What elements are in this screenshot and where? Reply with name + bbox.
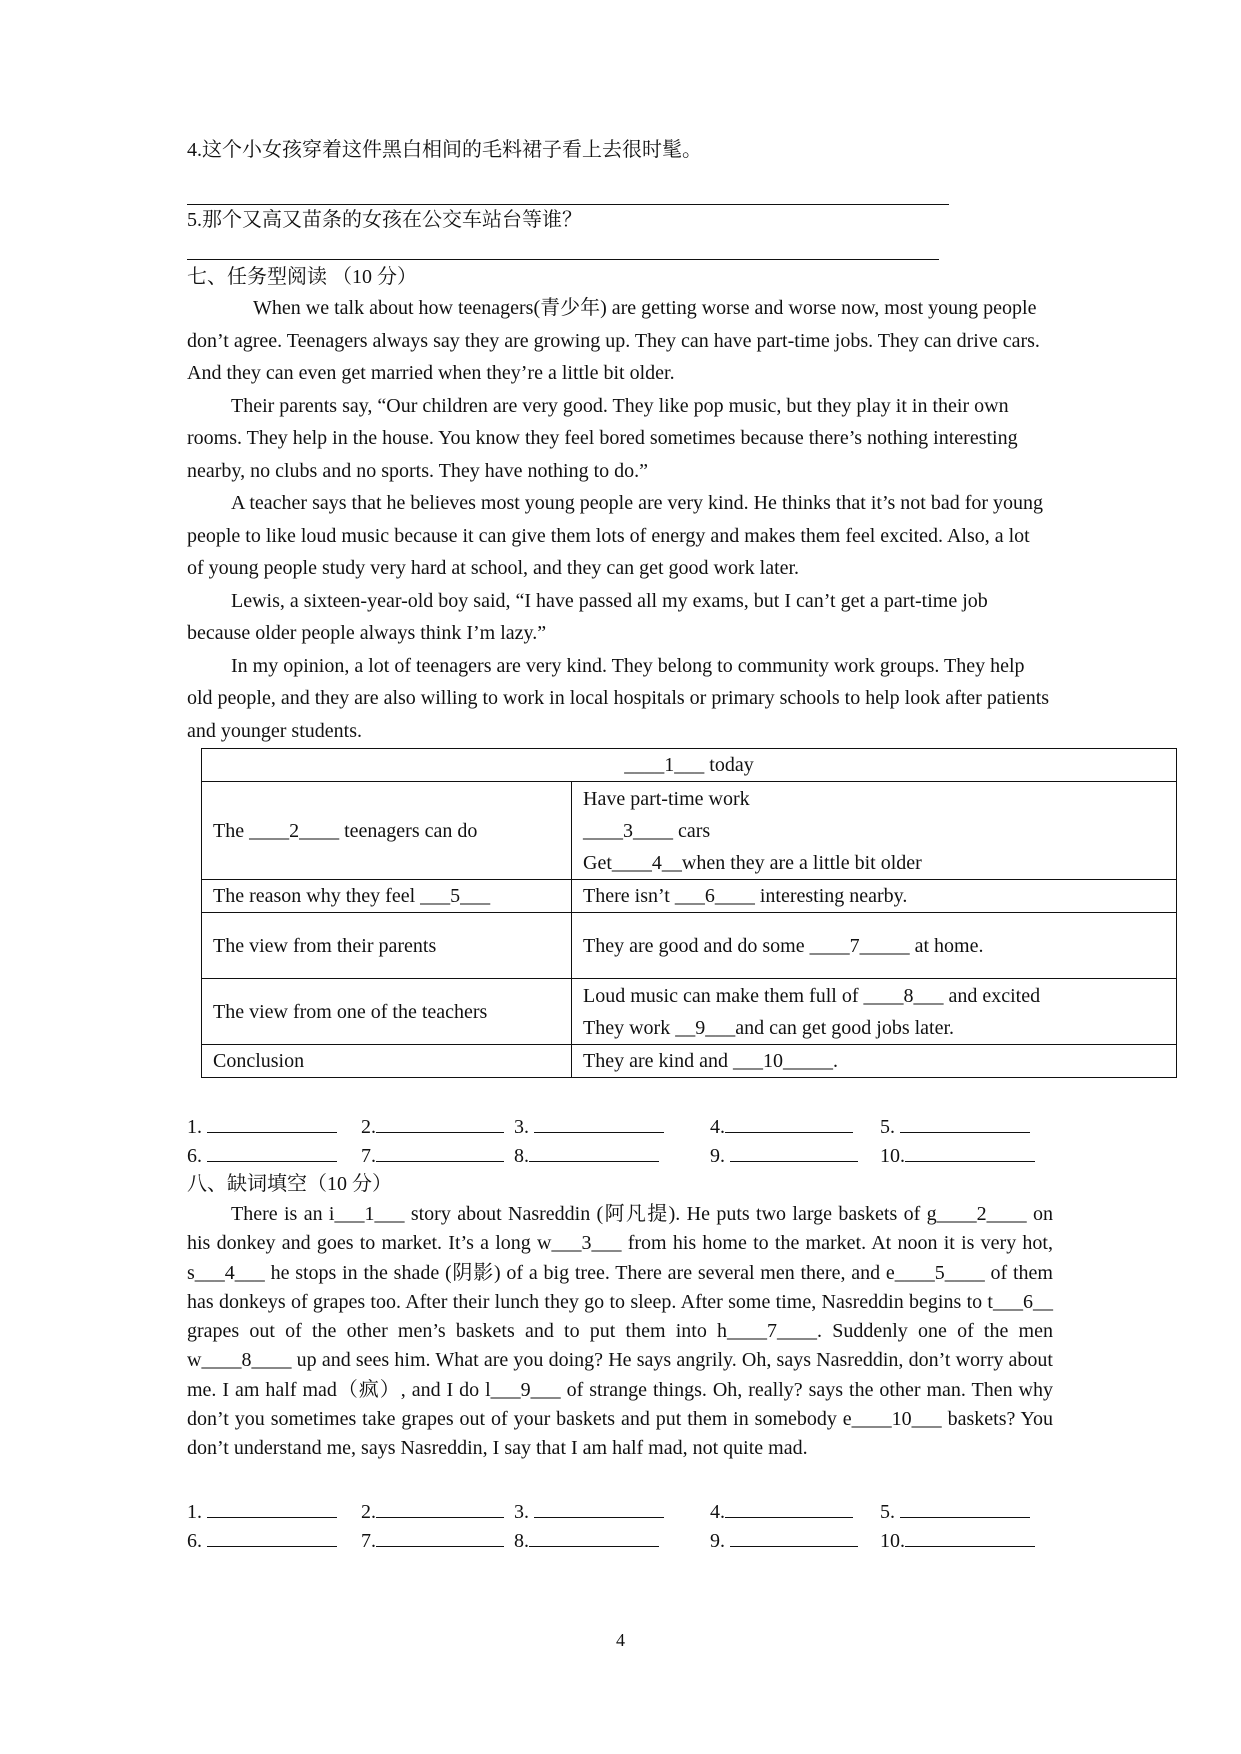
table-cell-line: Have part-time work xyxy=(583,787,750,810)
answer-number: 9. xyxy=(710,1530,725,1552)
passage-paragraph: A teacher says that he believes most young people are very kind. He thinks that it’s not bad for young people to like loud music because it can give them lots of energy and makes them feel excited. Also, a lot of young people study very hard at school, and they can get good work later. xyxy=(187,492,1044,579)
cloze-text: There is an i___1___ story about Nasreddin (阿凡提). He puts two large baskets of g____2____ on his donkey and goes to market. It’s a long w___3___ from his home to the market. At noon it is very hot, s___4___ he stops in the shade (阴影) of a big tree. There are several men there, and e____5____ of them has donkeys of grapes too. After their lunch they go to sleep. After some time, Nasreddin begins to t___6__ grapes out of the other men’s baskets and to put them into h____7____. Suddenly one of the men w____8____ up and sees him. What are you doing? He says angrily. Oh, says Nasreddin, don’t worry about me. I am half mad（疯）, and I do l___9___ of strange things. Oh, really? says the other man. Then why don’t you sometimes take grapes out of your baskets and put them in somebody e____10___ baskets? You don’t understand me, says Nasreddin, I say that I am half mad, not quite mad. xyxy=(187,1203,1053,1460)
answer-blank[interactable] xyxy=(207,1497,337,1518)
answer-number: 6. xyxy=(187,1530,202,1552)
table-row-content xyxy=(572,1045,1177,1078)
answer-blank[interactable] xyxy=(534,1497,664,1518)
answer-blank[interactable] xyxy=(900,1112,1030,1133)
page-number: 4 xyxy=(616,1630,625,1650)
table-row-label: Conclusion xyxy=(202,1045,572,1078)
answer-number: 5. xyxy=(880,1501,895,1523)
answer-blank[interactable] xyxy=(376,1112,504,1133)
answer-line-4[interactable] xyxy=(187,204,949,205)
table-title: ____1___ today xyxy=(202,749,1177,782)
reading-passage xyxy=(187,292,1050,747)
answer-number: 2. xyxy=(361,1501,376,1523)
table-cell-line: ____3____ cars xyxy=(583,819,711,842)
answer-number: 10. xyxy=(880,1530,905,1552)
passage-paragraph: Lewis, a sixteen-year-old boy said, “I have passed all my exams, but I can’t get a part-time job because older people always think I’m lazy.” xyxy=(187,589,988,644)
answer-number: 6. xyxy=(187,1145,202,1167)
answer-number: 10. xyxy=(880,1145,905,1167)
table-row-label: The reason why they feel ___5___ xyxy=(202,880,572,913)
answer-number: 7. xyxy=(361,1145,376,1167)
answer-blank[interactable] xyxy=(725,1112,853,1133)
answer-number: 4. xyxy=(710,1501,725,1523)
table-row-label: The ____2____ teenagers can do xyxy=(202,782,572,880)
passage-paragraph: When we talk about how teenagers(青少年) are getting worse and worse now, most young people don’t agree. Teenagers always say they are growing up. They can have part-time jobs. They can drive cars. And they can even get married when they’re a little bit older. xyxy=(187,297,1040,384)
answer-blank[interactable] xyxy=(376,1497,504,1518)
table-row-content xyxy=(572,782,1177,880)
answer-number: 3. xyxy=(514,1116,529,1138)
section-7-answer-blanks xyxy=(187,1112,1087,1170)
answer-number: 8. xyxy=(514,1530,529,1552)
translation-question-4: 4.这个小女孩穿着这件黑白相间的毛料裙子看上去很时髦。 xyxy=(187,139,702,161)
answer-number: 5. xyxy=(880,1116,895,1138)
answer-blank[interactable] xyxy=(529,1526,659,1547)
passage-paragraph: Their parents say, “Our children are very good. They like pop music, but they play it in their own rooms. They help in the house. You know they feel bored sometimes because there’s nothing interesting nearby, no clubs and no sports. They have nothing to do.” xyxy=(187,394,1018,482)
answer-line-5[interactable] xyxy=(187,259,939,260)
table-cell-line: There isn’t ___6____ interesting nearby. xyxy=(583,885,908,907)
table-row-content xyxy=(572,913,1177,979)
answer-number: 9. xyxy=(710,1145,725,1167)
table-row-label: The view from one of the teachers xyxy=(202,979,572,1045)
answer-blank[interactable] xyxy=(207,1112,337,1133)
answer-blank[interactable] xyxy=(725,1497,853,1518)
passage-paragraph: In my opinion, a lot of teenagers are very kind. They belong to community work groups. They help old people, and they are also willing to work in local hospitals or primary schools to help look after patients and younger students. xyxy=(187,654,1050,742)
section-7-heading: 七、任务型阅读 （10 分） xyxy=(187,266,417,288)
answer-number: 3. xyxy=(514,1501,529,1523)
table-row-content xyxy=(572,979,1177,1045)
answer-number: 2. xyxy=(361,1116,376,1138)
answer-number: 7. xyxy=(361,1530,376,1552)
answer-blank[interactable] xyxy=(900,1497,1030,1518)
answer-blank[interactable] xyxy=(905,1526,1035,1547)
answer-blank[interactable] xyxy=(534,1112,664,1133)
table-cell-line: They are kind and ___10_____. xyxy=(583,1050,838,1072)
answer-blank[interactable] xyxy=(376,1141,504,1162)
answer-blank[interactable] xyxy=(376,1526,504,1547)
answer-blank[interactable] xyxy=(529,1141,659,1162)
answer-number: 1. xyxy=(187,1501,202,1523)
answer-blank[interactable] xyxy=(730,1526,858,1547)
answer-blank[interactable] xyxy=(730,1141,858,1162)
answer-blank[interactable] xyxy=(207,1141,337,1162)
table-cell-line: Loud music can make them full of ____8___ and excited xyxy=(583,984,1041,1007)
answer-blank[interactable] xyxy=(905,1141,1035,1162)
section-8-answer-blanks xyxy=(187,1497,1087,1555)
table-cell-line: They are good and do some ____7_____ at home. xyxy=(583,934,984,957)
answer-number: 1. xyxy=(187,1116,202,1138)
answer-number: 8. xyxy=(514,1145,529,1167)
cloze-passage xyxy=(187,1200,1053,1464)
table-cell-line: They work __9___and can get good jobs later. xyxy=(583,1016,955,1039)
table-row-content xyxy=(572,880,1177,913)
task-reading-table xyxy=(201,748,1177,1078)
table-cell-line: Get____4__when they are a little bit older xyxy=(583,851,922,874)
section-8-heading: 八、缺词填空（10 分） xyxy=(187,1173,392,1195)
translation-question-5: 5.那个又高又苗条的女孩在公交车站台等谁？ xyxy=(187,209,582,231)
answer-number: 4. xyxy=(710,1116,725,1138)
table-row-label: The view from their parents xyxy=(202,913,572,979)
answer-blank[interactable] xyxy=(207,1526,337,1547)
